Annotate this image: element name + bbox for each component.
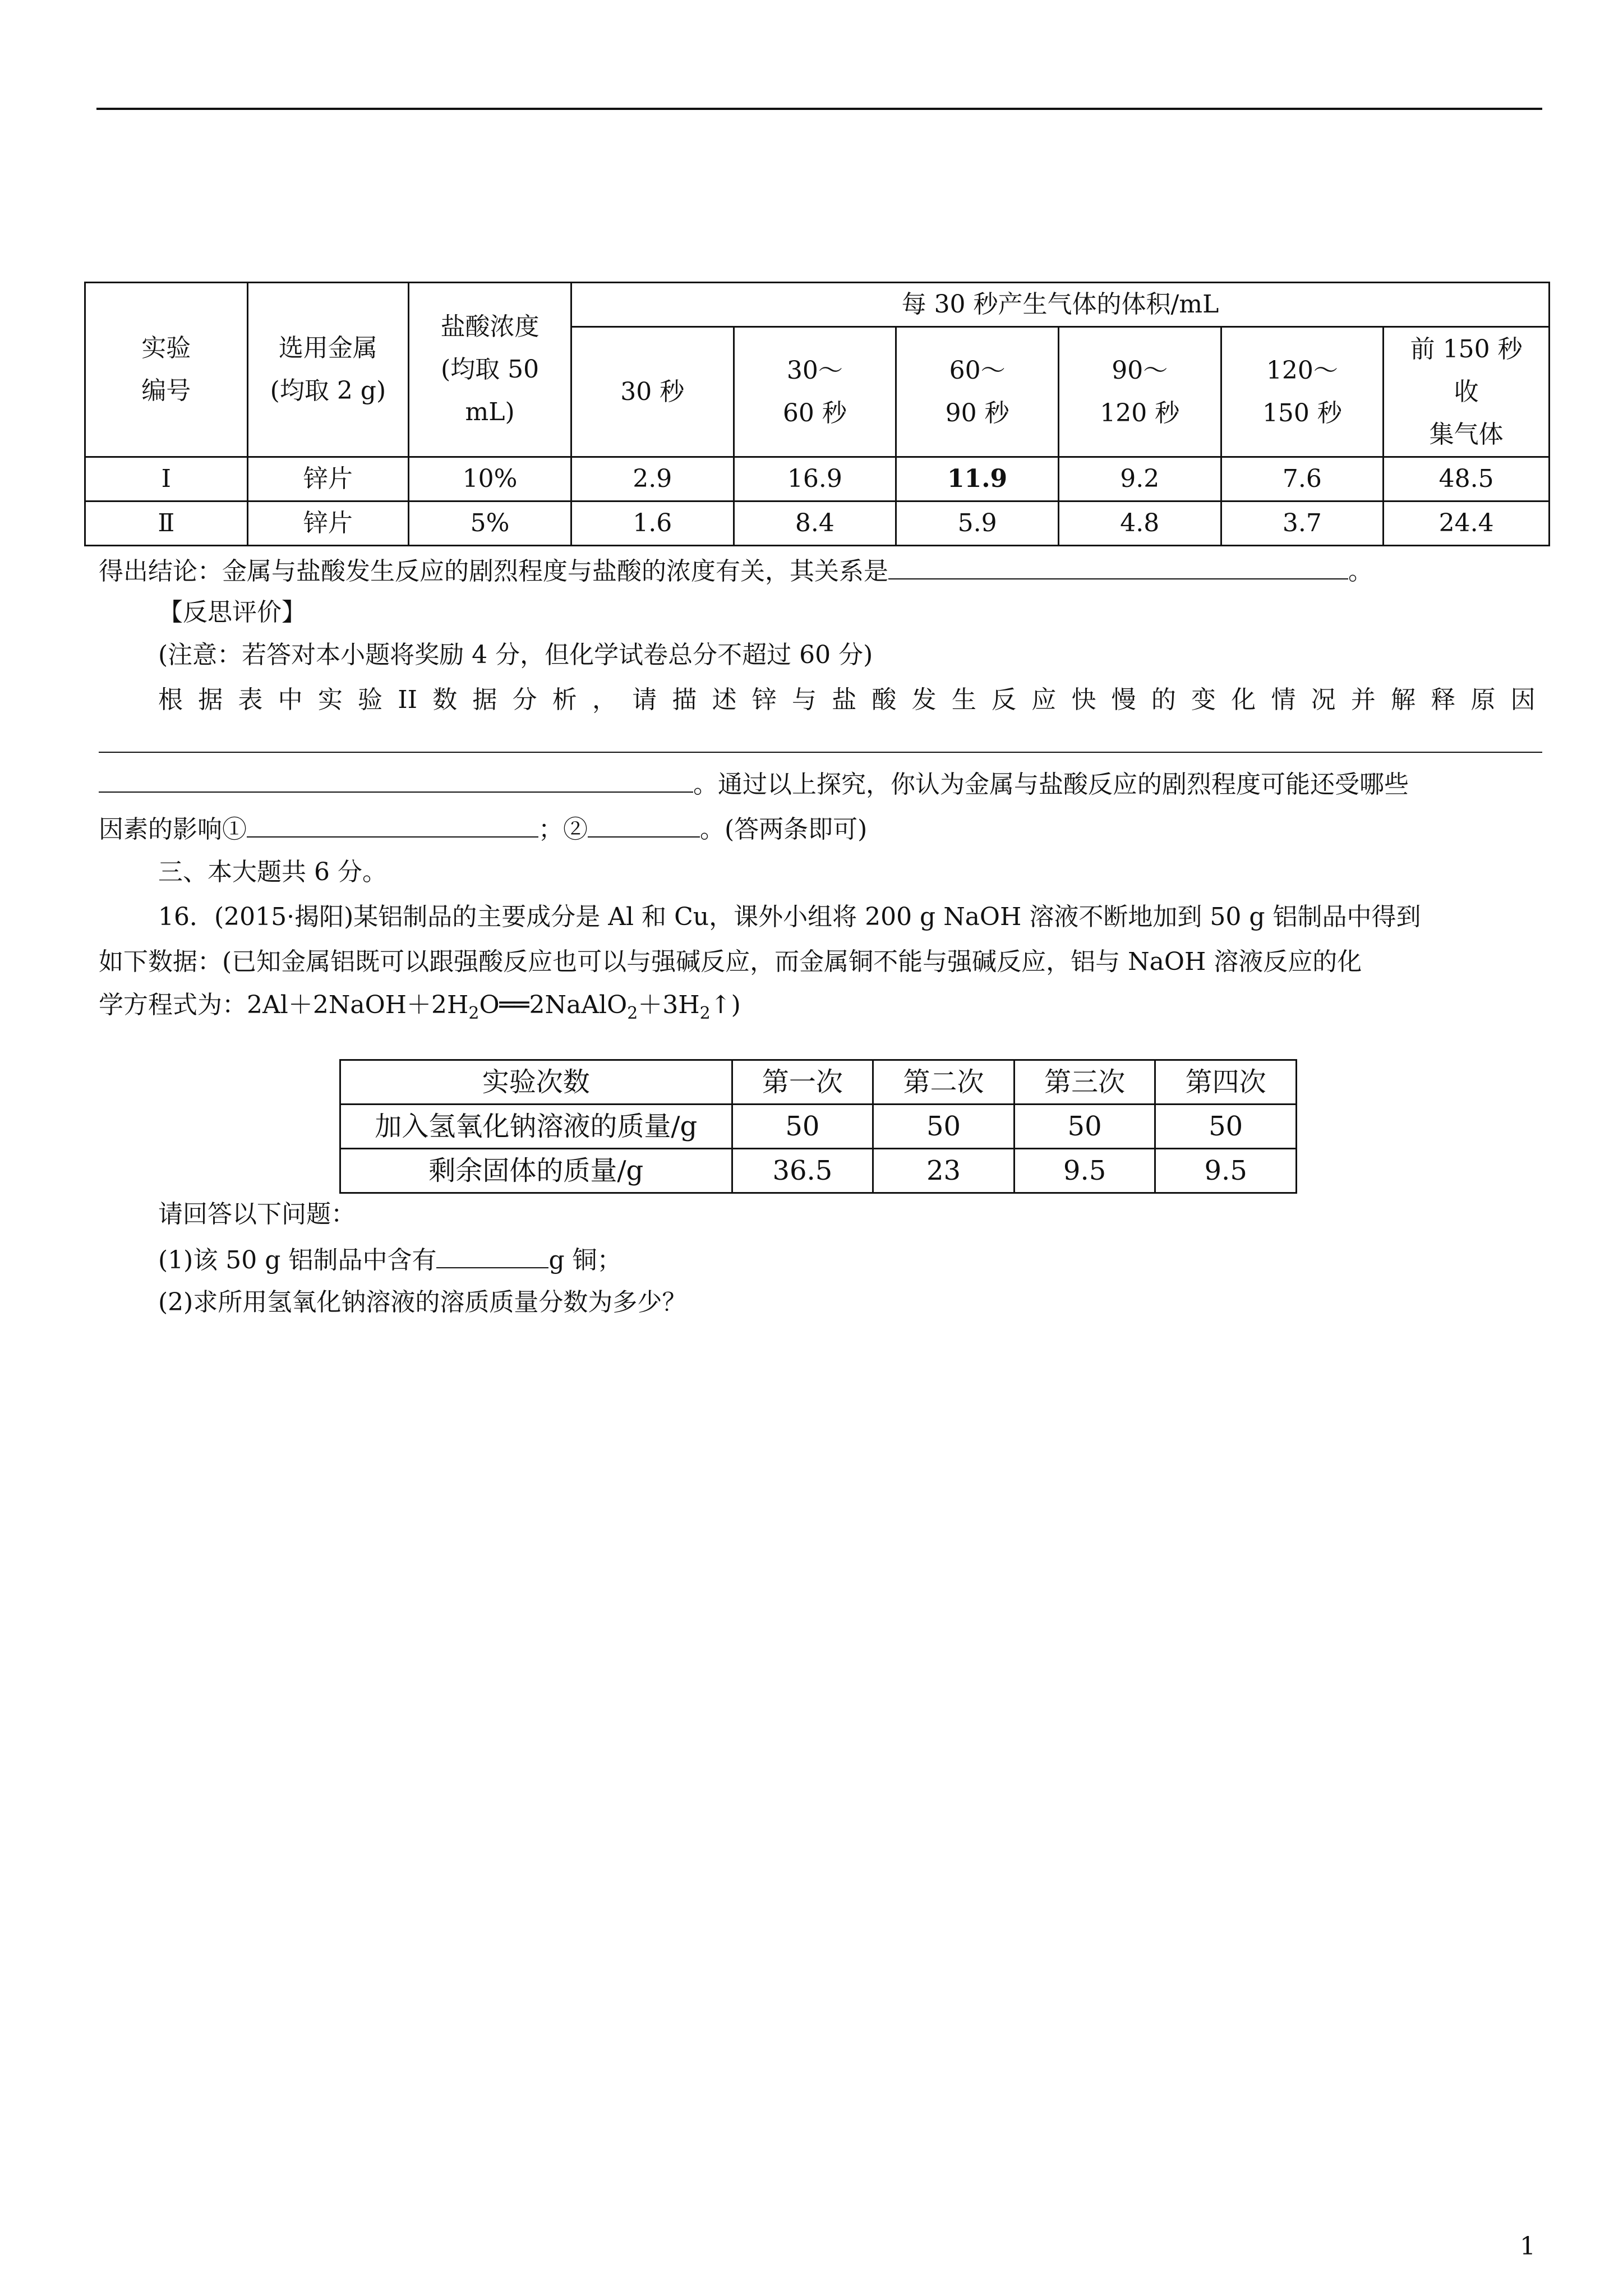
table-header-cell: 实验次数 [340, 1060, 732, 1105]
table-cell: 10% [409, 457, 571, 501]
describe-char: 酸 [872, 685, 897, 714]
describe-char: 验 [358, 685, 383, 714]
describe-char: 快 [1071, 685, 1096, 714]
describe-char: 中 [278, 685, 303, 714]
table-header-cell: 第三次 [1014, 1060, 1155, 1105]
describe-char: 应 [1031, 685, 1057, 714]
factors-text: 因素的影响① [99, 815, 247, 844]
describe-answer-blank-2[interactable] [99, 766, 693, 793]
describe-char: ， [592, 685, 617, 714]
factor-answer-blank-1[interactable] [247, 811, 538, 838]
describe-char: 解 [1391, 685, 1416, 714]
table-row [340, 1105, 1297, 1149]
describe-char: 据 [472, 685, 497, 714]
table-cell: 锌片 [247, 501, 409, 546]
table-cell: 9.5 [1014, 1149, 1155, 1193]
section-three-heading: 三、本大题共 6 分。 [158, 858, 387, 886]
header-interval: 90～ 120 秒 [1058, 327, 1221, 457]
header-metal: 选用金属 (均取 2 g) [247, 283, 409, 457]
table-cell: 50 [732, 1105, 873, 1149]
describe-char: 锌 [751, 685, 777, 714]
table-cell: 锌片 [247, 457, 409, 501]
conclusion-answer-blank[interactable] [888, 553, 1348, 579]
question-1-line [158, 1241, 622, 1277]
chemical-equation-line [99, 988, 741, 1030]
experiment-table [84, 282, 1550, 546]
subscript: 2 [627, 1003, 638, 1023]
describe-char: 分 [512, 685, 537, 714]
table-cell: 4.8 [1058, 501, 1221, 546]
header-interval: 120～ 150 秒 [1221, 327, 1384, 457]
table-cell: 3.7 [1221, 501, 1384, 546]
table-cell: Ⅱ [85, 501, 248, 546]
table-cell: Ⅰ [85, 457, 248, 501]
header-interval: 30 秒 [571, 327, 734, 457]
describe-char: 释 [1431, 685, 1456, 714]
copper-mass-answer-blank[interactable] [436, 1241, 548, 1268]
describe-char: 发 [911, 685, 937, 714]
naoh-data-table [339, 1059, 1297, 1194]
describe-char: 析 [552, 685, 577, 714]
question-16-line-2: 如下数据：(已知金属铝既可以跟强酸反应也可以与强碱反应，而金属铜不能与强碱反应，铝与 NaOH 溶液反应的化 [99, 947, 1362, 976]
table-cell: 50 [1014, 1105, 1155, 1149]
header-acid-concentration: 盐酸浓度 (均取 50 mL) [409, 283, 571, 457]
table-cell: 5.9 [896, 501, 1059, 546]
punctuation: 。 [1348, 557, 1373, 586]
bonus-note: (注意：若答对本小题将奖励 4 分，但化学试卷总分不超过 60 分) [158, 641, 873, 669]
table-cell: 11.9 [896, 457, 1059, 501]
describe-char: 慢 [1111, 685, 1136, 714]
equation-part: O══2NaAlO [479, 991, 628, 1019]
table-cell: 8.4 [734, 501, 896, 546]
explore-text: 。通过以上探究，你认为金属与盐酸反应的剧烈程度可能还受哪些 [693, 770, 1409, 799]
equation-part: 学方程式为：2Al＋2NaOH＋2H [99, 991, 469, 1019]
header-experiment-number: 实验 编号 [85, 283, 248, 457]
describe-char: 述 [712, 685, 737, 714]
table-cell: 50 [873, 1105, 1015, 1149]
table-cell: 剩余固体的质量/g [340, 1149, 732, 1193]
table-row [85, 457, 1550, 501]
table-cell: 23 [873, 1149, 1015, 1193]
describe-char: 数 [432, 685, 458, 714]
table-cell: 24.4 [1384, 501, 1550, 546]
table-cell: 2.9 [571, 457, 734, 501]
describe-char: 与 [792, 685, 817, 714]
table-cell: 5% [409, 501, 571, 546]
question-1-text: (1)该 50 g 铝制品中含有 [158, 1246, 437, 1274]
header-interval-total: 前 150 秒 收 集气体 [1384, 327, 1550, 457]
describe-char: 因 [1510, 685, 1536, 714]
table-row [85, 501, 1550, 546]
factors-line [99, 811, 867, 846]
describe-char: 实 [317, 685, 343, 714]
describe-char: 并 [1350, 685, 1376, 714]
describe-char: 况 [1311, 685, 1336, 714]
table-header-cell: 第二次 [873, 1060, 1015, 1105]
header-gas-volume-group: 每 30 秒产生气体的体积/mL [571, 283, 1549, 327]
equation-part: ↑) [710, 991, 741, 1019]
table-cell: 1.6 [571, 501, 734, 546]
header-interval: 30～ 60 秒 [734, 327, 896, 457]
conclusion-text: 得出结论：金属与盐酸发生反应的剧烈程度与盐酸的浓度有关，其关系是 [99, 557, 888, 586]
factor-answer-blank-2[interactable] [588, 811, 700, 838]
table-cell: 36.5 [732, 1149, 873, 1193]
question-16-line-1: 16．(2015·揭阳)某铝制品的主要成分是 Al 和 Cu，课外小组将 200 g NaOH 溶液不断地加到 50 g 铝制品中得到 [158, 903, 1421, 931]
table-header-cell: 第四次 [1155, 1060, 1297, 1105]
table-header-row [340, 1060, 1297, 1105]
describe-char: 请 [632, 685, 657, 714]
header-interval: 60～ 90 秒 [896, 327, 1059, 457]
question-1-end-text: g 铜； [548, 1246, 622, 1274]
describe-answer-blank-1[interactable] [99, 752, 1542, 753]
describe-char: 反 [992, 685, 1017, 714]
describe-char: 根 [158, 685, 183, 714]
table-row [340, 1149, 1297, 1193]
describe-char: 盐 [832, 685, 857, 714]
describe-char: 据 [198, 685, 223, 714]
reflection-heading: 【反思评价】 [158, 598, 306, 627]
table-header-cell: 第一次 [732, 1060, 873, 1105]
describe-char: 描 [672, 685, 697, 714]
describe-char: 变 [1191, 685, 1216, 714]
question-2-line: (2)求所用氢氧化钠溶液的溶质质量分数为多少？ [158, 1288, 687, 1317]
table-cell: 9.2 [1058, 457, 1221, 501]
table-cell: 7.6 [1221, 457, 1384, 501]
table-cell: 50 [1155, 1105, 1297, 1149]
factors-end-text: 。(答两条即可) [700, 815, 868, 844]
conclusion-line [99, 553, 1373, 588]
describe-char: 情 [1271, 685, 1296, 714]
subscript: 2 [699, 1003, 711, 1023]
header-rule [96, 108, 1542, 110]
describe-char: 原 [1470, 685, 1496, 714]
table-cell: 48.5 [1384, 457, 1550, 501]
describe-question-line [158, 683, 1536, 717]
explore-line [99, 766, 1409, 802]
table-cell: 加入氢氧化钠溶液的质量/g [340, 1105, 732, 1149]
subscript: 2 [468, 1003, 479, 1023]
describe-char: 的 [1151, 685, 1176, 714]
describe-char: 表 [238, 685, 263, 714]
describe-char: 生 [951, 685, 976, 714]
please-answer-line: 请回答以下问题： [158, 1200, 356, 1228]
factors-separator: ；② [538, 815, 588, 844]
describe-char: II [398, 685, 417, 714]
table-cell: 16.9 [734, 457, 896, 501]
equation-part: ＋3H [638, 991, 700, 1019]
page-number: 1 [1520, 2232, 1536, 2261]
table-cell: 9.5 [1155, 1149, 1297, 1193]
describe-char: 化 [1231, 685, 1256, 714]
